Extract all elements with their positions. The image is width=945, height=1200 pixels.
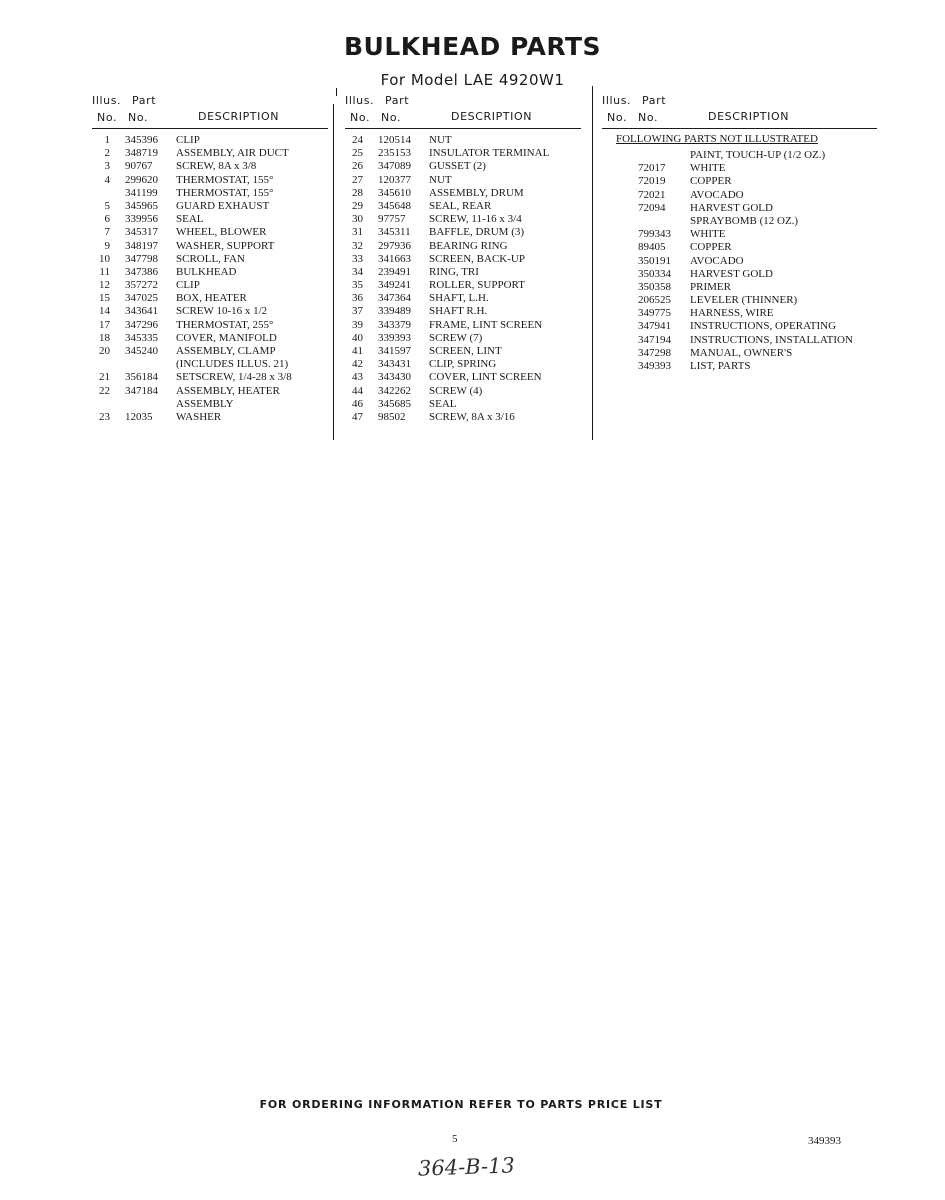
illus-number: 35 bbox=[352, 279, 363, 292]
part-description: NUT bbox=[429, 173, 452, 186]
part-number: 350191 bbox=[638, 254, 671, 267]
part-row bbox=[345, 213, 581, 226]
part-row bbox=[92, 134, 328, 147]
illus-number: 29 bbox=[352, 199, 363, 212]
part-number: 235153 bbox=[378, 147, 411, 160]
illus-number: 32 bbox=[352, 239, 363, 252]
illus-number: 7 bbox=[104, 226, 110, 239]
column-header bbox=[92, 92, 328, 129]
part-number: 206525 bbox=[638, 294, 671, 307]
part-row bbox=[92, 226, 328, 239]
part-no-header: No. bbox=[381, 111, 402, 124]
part-row bbox=[92, 319, 328, 332]
part-row bbox=[92, 266, 328, 279]
part-description: SCREW, 8A x 3/8 bbox=[176, 160, 257, 173]
document-number: 349393 bbox=[808, 1135, 841, 1147]
part-row bbox=[345, 319, 581, 332]
part-description: THERMOSTAT, 155° bbox=[176, 186, 274, 199]
part-number: 345396 bbox=[125, 134, 158, 146]
part-row bbox=[345, 160, 581, 173]
part-number: 345317 bbox=[125, 226, 158, 239]
part-row bbox=[92, 160, 328, 173]
part-number: 348719 bbox=[125, 147, 158, 160]
illus-number: 22 bbox=[99, 384, 110, 397]
part-row bbox=[92, 200, 328, 213]
part-number: 341597 bbox=[378, 345, 411, 357]
part-description: WHITE bbox=[690, 162, 726, 175]
part-row bbox=[602, 228, 877, 241]
illus-number: 25 bbox=[352, 147, 363, 160]
illus-number: 44 bbox=[352, 384, 363, 397]
part-row bbox=[602, 202, 877, 215]
part-description: PRIMER bbox=[690, 280, 731, 293]
part-row bbox=[602, 162, 877, 175]
part-row bbox=[345, 332, 581, 345]
part-number: 357272 bbox=[125, 279, 158, 292]
part-number: 89405 bbox=[638, 241, 666, 254]
part-no-header: No. bbox=[638, 111, 659, 124]
part-row bbox=[602, 268, 877, 281]
part-description: SEAL bbox=[429, 397, 457, 410]
part-row bbox=[92, 253, 328, 266]
divider-mark bbox=[336, 88, 337, 96]
part-description: HARVEST GOLD bbox=[690, 267, 773, 280]
part-number: 345311 bbox=[378, 226, 411, 239]
part-description: ASSEMBLY, AIR DUCT bbox=[176, 147, 289, 160]
part-description: ROLLER, SUPPORT bbox=[429, 279, 525, 292]
part-description: HARNESS, WIRE bbox=[690, 307, 774, 320]
part-row bbox=[92, 385, 328, 398]
part-row bbox=[345, 279, 581, 292]
illus-no-header: No. bbox=[97, 111, 118, 124]
part-description: CLIP bbox=[176, 279, 200, 292]
illus-number: 20 bbox=[99, 345, 110, 357]
part-description: SEAL, REAR bbox=[429, 199, 492, 212]
part-number: 120377 bbox=[378, 173, 411, 186]
part-number: 347298 bbox=[638, 346, 671, 359]
part-description: WASHER, SUPPORT bbox=[176, 239, 275, 252]
part-row bbox=[92, 292, 328, 305]
part-description: ASSEMBLY, HEATER bbox=[176, 384, 280, 397]
ordering-note: FOR ORDERING INFORMATION REFER TO PARTS PRICE LIST bbox=[259, 1098, 663, 1111]
part-number: 343431 bbox=[378, 358, 411, 371]
part-row bbox=[92, 358, 328, 371]
part-header: Part bbox=[132, 94, 157, 107]
part-row bbox=[602, 360, 877, 373]
part-number: 98502 bbox=[378, 410, 406, 423]
part-number: 341663 bbox=[378, 252, 411, 265]
illus-number: 37 bbox=[352, 305, 363, 318]
illus-header: Illus. bbox=[345, 94, 375, 107]
part-description: SCREEN, LINT bbox=[429, 345, 502, 357]
description-header: DESCRIPTION bbox=[451, 110, 533, 123]
part-row bbox=[602, 307, 877, 320]
part-row bbox=[602, 241, 877, 254]
part-number: 347089 bbox=[378, 160, 411, 173]
parts-list bbox=[602, 149, 877, 373]
part-description: PAINT, TOUCH-UP (1/2 OZ.) bbox=[690, 149, 826, 161]
part-description: RING, TRI bbox=[429, 265, 479, 278]
part-number: 347364 bbox=[378, 292, 411, 305]
illus-number: 30 bbox=[352, 213, 363, 226]
part-number: 339489 bbox=[378, 305, 411, 318]
part-description: SCROLL, FAN bbox=[176, 252, 245, 265]
model-subtitle: For Model LAE 4920W1 bbox=[380, 71, 565, 89]
part-number: 799343 bbox=[638, 228, 671, 241]
illus-number: 3 bbox=[104, 160, 110, 173]
part-description: NUT bbox=[429, 134, 452, 146]
part-number: 341199 bbox=[125, 186, 158, 199]
part-row bbox=[92, 398, 328, 411]
part-description: MANUAL, OWNER'S bbox=[690, 346, 793, 359]
part-number: 297936 bbox=[378, 239, 411, 252]
part-row bbox=[92, 332, 328, 345]
part-number: 72094 bbox=[638, 201, 666, 214]
part-number: 12035 bbox=[125, 410, 153, 423]
illus-number: 39 bbox=[352, 318, 363, 331]
part-description: ASSEMBLY, CLAMP bbox=[176, 345, 276, 357]
part-number: 347798 bbox=[125, 252, 158, 265]
illus-number: 47 bbox=[352, 410, 363, 423]
part-description: ASSEMBLY, DRUM bbox=[429, 186, 524, 199]
illus-number: 11 bbox=[99, 265, 110, 278]
part-row bbox=[602, 294, 877, 307]
illus-number: 6 bbox=[104, 213, 110, 226]
part-description: SPRAYBOMB (12 OZ.) bbox=[690, 214, 799, 227]
part-row bbox=[602, 149, 877, 162]
illus-number: 27 bbox=[352, 173, 363, 186]
description-header: DESCRIPTION bbox=[708, 110, 790, 123]
part-number: 345610 bbox=[378, 186, 411, 199]
not-illustrated-note: FOLLOWING PARTS NOT ILLUSTRATED bbox=[616, 133, 818, 145]
illus-number: 23 bbox=[99, 410, 110, 423]
illus-number: 5 bbox=[104, 199, 110, 212]
column-divider bbox=[592, 86, 593, 440]
illus-header: Illus. bbox=[92, 94, 122, 107]
page-title: BULKHEAD PARTS bbox=[343, 32, 602, 61]
part-description: THERMOSTAT, 255° bbox=[176, 318, 274, 331]
part-row bbox=[602, 215, 877, 228]
part-number: 349241 bbox=[378, 279, 411, 292]
part-number: 345648 bbox=[378, 199, 411, 212]
part-row bbox=[345, 398, 581, 411]
part-description: COPPER bbox=[690, 175, 732, 188]
part-row bbox=[602, 347, 877, 360]
illus-number: 4 bbox=[104, 173, 110, 186]
illus-number: 9 bbox=[104, 239, 110, 252]
illus-number: 17 bbox=[99, 318, 110, 331]
part-number: 347941 bbox=[638, 320, 671, 333]
part-row bbox=[345, 226, 581, 239]
part-description: SCREW (4) bbox=[429, 384, 483, 397]
part-row bbox=[92, 240, 328, 253]
part-description: SETSCREW, 1/4-28 x 3/8 bbox=[176, 371, 292, 384]
part-number: 347184 bbox=[125, 384, 158, 397]
part-no-header: No. bbox=[128, 111, 149, 124]
part-number: 97757 bbox=[378, 213, 406, 226]
part-row bbox=[602, 255, 877, 268]
part-description: WHEEL, BLOWER bbox=[176, 226, 267, 239]
illus-number: 43 bbox=[352, 371, 363, 384]
part-row bbox=[345, 174, 581, 187]
part-row bbox=[92, 371, 328, 384]
illus-number: 36 bbox=[352, 292, 363, 305]
illus-number: 24 bbox=[352, 134, 363, 146]
part-row bbox=[92, 147, 328, 160]
handwritten-annotation: 364-B-13 bbox=[417, 1153, 516, 1181]
part-description: SCREW (7) bbox=[429, 331, 483, 344]
part-number: 345685 bbox=[378, 397, 411, 410]
part-description: FRAME, LINT SCREEN bbox=[429, 318, 543, 331]
part-row bbox=[602, 175, 877, 188]
part-number: 345335 bbox=[125, 331, 158, 344]
parts-list bbox=[92, 129, 328, 424]
part-description: SCREW, 8A x 3/16 bbox=[429, 410, 515, 423]
part-description: AVOCADO bbox=[690, 254, 744, 267]
part-row bbox=[345, 371, 581, 384]
part-description: SHAFT R.H. bbox=[429, 305, 488, 318]
part-description: ASSEMBLY bbox=[176, 397, 234, 410]
description-header: DESCRIPTION bbox=[198, 110, 280, 123]
part-number: 72019 bbox=[638, 175, 666, 188]
part-row bbox=[345, 240, 581, 253]
part-number: 90767 bbox=[125, 160, 153, 173]
part-number: 299620 bbox=[125, 173, 158, 186]
part-row bbox=[602, 334, 877, 347]
part-description: INSULATOR TERMINAL bbox=[429, 147, 550, 160]
parts-list bbox=[345, 129, 581, 424]
illus-no-header: No. bbox=[607, 111, 628, 124]
part-description: AVOCADO bbox=[690, 188, 744, 201]
part-number: 347025 bbox=[125, 292, 158, 305]
illus-number: 21 bbox=[99, 371, 110, 384]
part-description: COVER, MANIFOLD bbox=[176, 331, 277, 344]
part-description: SCREW, 11-16 x 3/4 bbox=[429, 213, 522, 226]
illus-number: 28 bbox=[352, 186, 363, 199]
parts-column-left bbox=[92, 92, 328, 424]
part-number: 356184 bbox=[125, 371, 158, 384]
illus-number: 10 bbox=[99, 252, 110, 265]
part-description: (INCLUDES ILLUS. 21) bbox=[176, 358, 289, 371]
illus-number: 46 bbox=[352, 397, 363, 410]
part-row bbox=[345, 253, 581, 266]
part-number: 348197 bbox=[125, 239, 158, 252]
part-description: INSTRUCTIONS, OPERATING bbox=[690, 320, 837, 333]
part-row bbox=[345, 266, 581, 279]
part-number: 343379 bbox=[378, 318, 411, 331]
part-number: 120514 bbox=[378, 134, 411, 146]
illus-number: 14 bbox=[99, 305, 110, 318]
part-row bbox=[92, 305, 328, 318]
illus-number: 2 bbox=[104, 147, 110, 160]
column-header bbox=[345, 92, 581, 129]
part-description: HARVEST GOLD bbox=[690, 201, 773, 214]
part-row bbox=[345, 411, 581, 424]
part-number: 349393 bbox=[638, 360, 671, 372]
part-description: THERMOSTAT, 155° bbox=[176, 173, 274, 186]
part-number: 350334 bbox=[638, 267, 671, 280]
part-number: 72021 bbox=[638, 188, 666, 201]
part-header: Part bbox=[385, 94, 410, 107]
part-description: GUSSET (2) bbox=[429, 160, 486, 173]
part-description: SCREEN, BACK-UP bbox=[429, 252, 525, 265]
part-number: 343641 bbox=[125, 305, 158, 318]
illus-number: 41 bbox=[352, 345, 363, 357]
parts-column-right bbox=[602, 92, 877, 373]
column-divider bbox=[333, 104, 334, 440]
part-row bbox=[345, 385, 581, 398]
part-description: BOX, HEATER bbox=[176, 292, 247, 305]
part-number: 342262 bbox=[378, 384, 411, 397]
part-description: BULKHEAD bbox=[176, 265, 237, 278]
part-description: WASHER bbox=[176, 410, 222, 423]
part-description: GUARD EXHAUST bbox=[176, 199, 270, 212]
part-number: 72017 bbox=[638, 162, 666, 175]
part-row bbox=[602, 320, 877, 333]
part-row bbox=[345, 134, 581, 147]
page-number: 5 bbox=[452, 1133, 458, 1145]
part-description: WHITE bbox=[690, 228, 726, 241]
part-row bbox=[602, 281, 877, 294]
part-number: 345240 bbox=[125, 345, 158, 357]
part-row bbox=[92, 213, 328, 226]
illus-number: 12 bbox=[99, 279, 110, 292]
part-description: BAFFLE, DRUM (3) bbox=[429, 226, 525, 239]
part-description: LEVELER (THINNER) bbox=[690, 294, 798, 307]
parts-list-not-illustrated bbox=[602, 129, 877, 373]
part-row bbox=[345, 147, 581, 160]
illus-number: 31 bbox=[352, 226, 363, 239]
part-description: COVER, LINT SCREEN bbox=[429, 371, 542, 384]
part-row bbox=[602, 189, 877, 202]
part-row bbox=[345, 187, 581, 200]
column-header bbox=[602, 92, 877, 129]
part-row bbox=[345, 200, 581, 213]
illus-number: 42 bbox=[352, 358, 363, 371]
illus-number: 40 bbox=[352, 331, 363, 344]
part-description: LIST, PARTS bbox=[690, 360, 751, 372]
part-number: 349775 bbox=[638, 307, 671, 320]
part-number: 347386 bbox=[125, 265, 158, 278]
part-description: SHAFT, L.H. bbox=[429, 292, 489, 305]
part-description: CLIP, SPRING bbox=[429, 358, 497, 371]
part-number: 347296 bbox=[125, 318, 158, 331]
part-row bbox=[345, 345, 581, 358]
illus-header: Illus. bbox=[602, 94, 632, 107]
part-number: 339393 bbox=[378, 331, 411, 344]
part-description: SCREW 10-16 x 1/2 bbox=[176, 305, 268, 318]
part-row bbox=[92, 187, 328, 200]
illus-no-header: No. bbox=[350, 111, 371, 124]
part-header: Part bbox=[642, 94, 667, 107]
part-number: 345965 bbox=[125, 199, 158, 212]
part-number: 339956 bbox=[125, 213, 158, 226]
part-row bbox=[92, 345, 328, 358]
part-description: COPPER bbox=[690, 241, 732, 254]
part-row bbox=[92, 411, 328, 424]
illus-number: 1 bbox=[104, 134, 110, 146]
part-row bbox=[345, 292, 581, 305]
part-description: SEAL bbox=[176, 213, 204, 226]
part-row bbox=[345, 305, 581, 318]
part-number: 343430 bbox=[378, 371, 411, 384]
parts-column-middle bbox=[345, 92, 581, 424]
part-number: 350358 bbox=[638, 280, 671, 293]
illus-number: 33 bbox=[352, 252, 363, 265]
part-number: 347194 bbox=[638, 333, 671, 346]
part-row bbox=[345, 358, 581, 371]
illus-number: 15 bbox=[99, 292, 110, 305]
part-description: INSTRUCTIONS, INSTALLATION bbox=[690, 333, 853, 346]
part-row bbox=[92, 279, 328, 292]
part-row bbox=[92, 174, 328, 187]
illus-number: 34 bbox=[352, 265, 363, 278]
part-description: BEARING RING bbox=[429, 239, 508, 252]
part-description: CLIP bbox=[176, 134, 200, 146]
illus-number: 18 bbox=[99, 331, 110, 344]
part-number: 239491 bbox=[378, 265, 411, 278]
illus-number: 26 bbox=[352, 160, 363, 173]
